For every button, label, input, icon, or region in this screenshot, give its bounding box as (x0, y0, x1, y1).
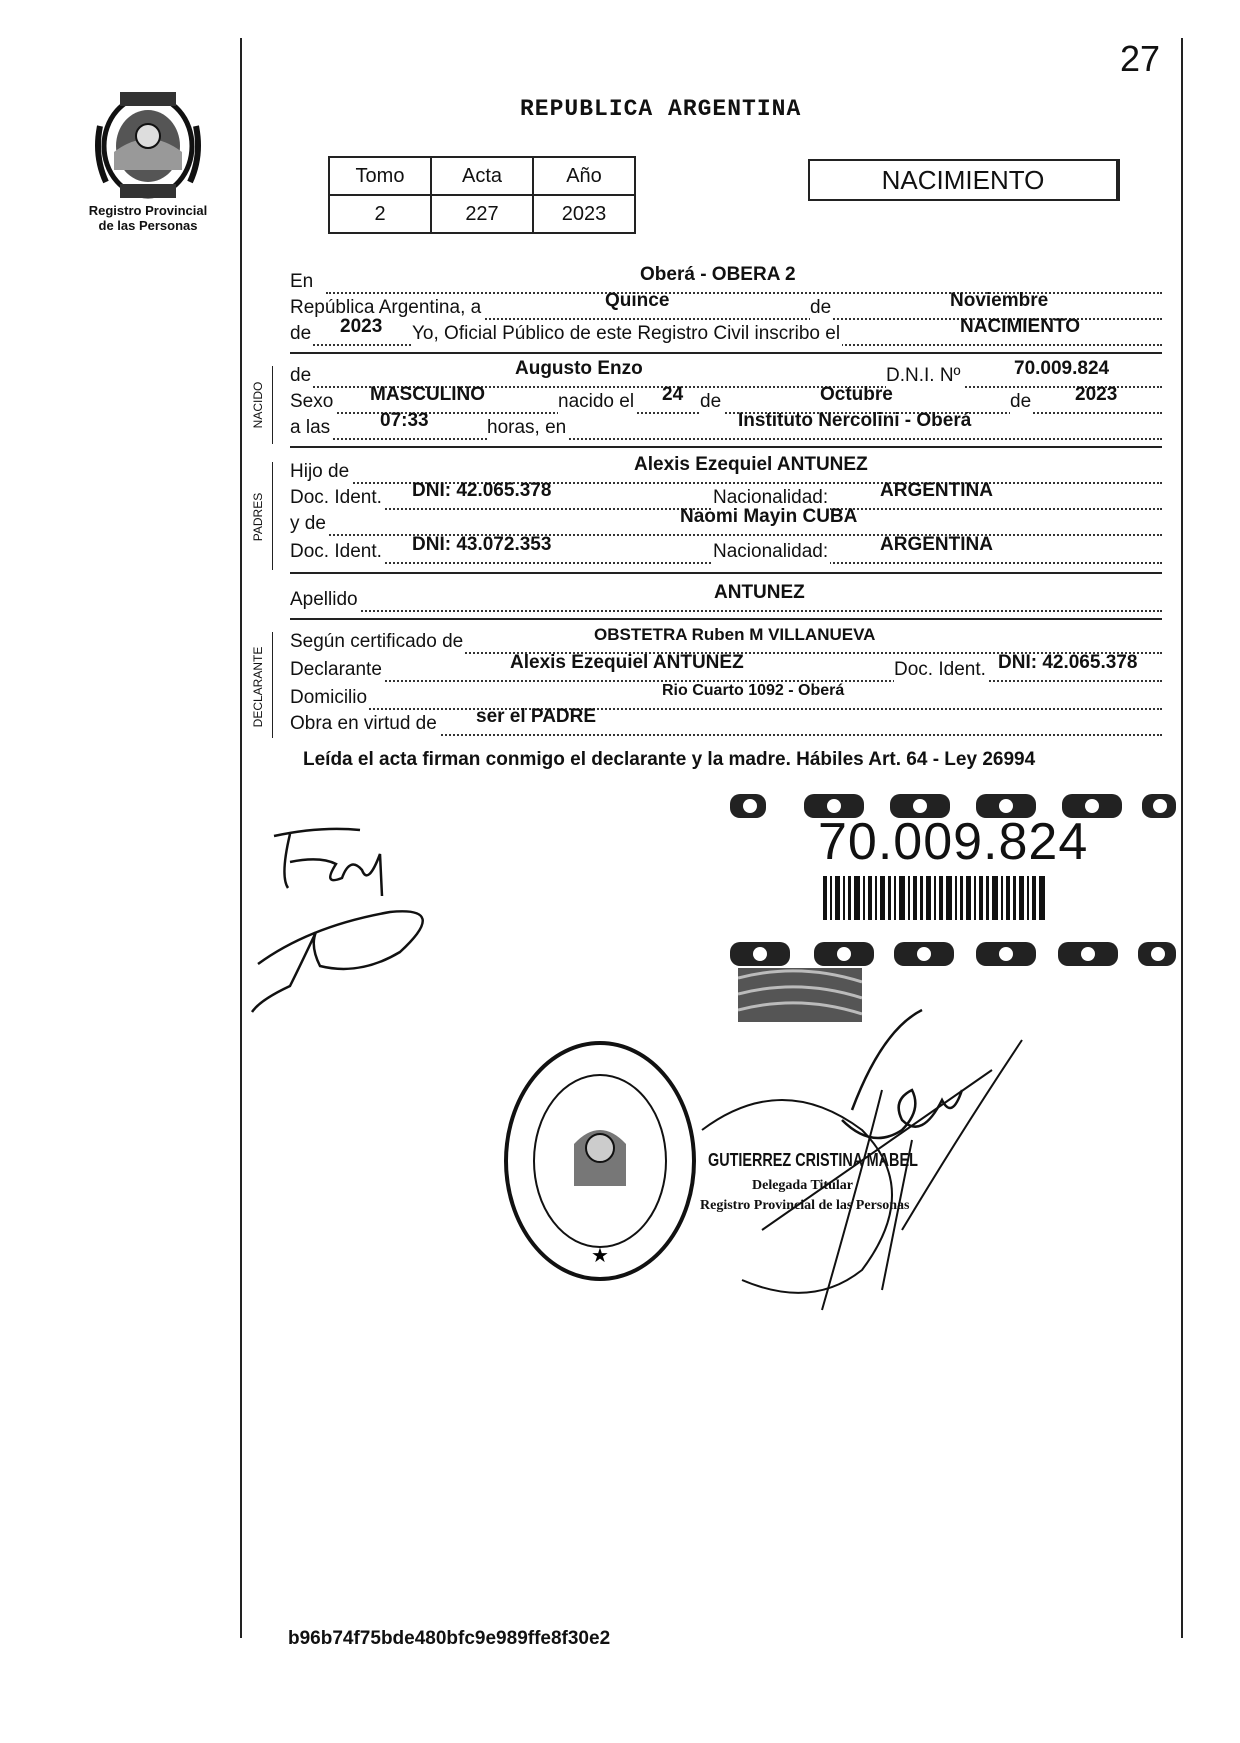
birth-month-value: Octubre (820, 384, 893, 405)
father-doc-value: DNI: 42.065.378 (412, 480, 552, 501)
declarante-label: Declarante (290, 657, 384, 683)
left-margin-line (240, 38, 242, 1638)
mother-name-value: Naomi Mayin CUBA (680, 506, 858, 527)
row-mother-doc (290, 534, 1162, 566)
mother-doc-label: Doc. Ident. (290, 539, 384, 565)
birth-year-value: 2023 (1075, 384, 1118, 405)
event-value: NACIMIENTO (960, 316, 1080, 337)
year-prefix-label: de (290, 321, 313, 347)
apellido-value: ANTUNEZ (714, 582, 805, 603)
alas-label: a las (290, 415, 332, 441)
page-number: 27 (1120, 38, 1161, 79)
row-year (290, 316, 1162, 348)
nacido-el-label: nacido el (558, 389, 636, 415)
register-header-ano: Año (533, 157, 635, 195)
padres-bracket (272, 462, 273, 570)
register-ano: 2023 (533, 195, 635, 233)
certificado-value: OBSTETRA Ruben M VILLANUEVA (594, 625, 876, 644)
separator-intro (290, 352, 1162, 354)
mother-nationality-value: ARGENTINA (880, 534, 993, 555)
legal-text: Leída el acta firman conmigo el declarante y la madre. Hábiles Art. 64 - Ley 26994 (303, 749, 1036, 770)
mother-doc-value: DNI: 43.072.353 (412, 534, 552, 555)
birth-de-label2: de (1010, 389, 1033, 415)
en-label: En (290, 269, 315, 295)
row-surname (290, 582, 1162, 614)
logo-caption-line1: Registro Provincial (88, 203, 208, 218)
register-tomo: 2 (329, 195, 431, 233)
register-header-row (329, 157, 635, 195)
side-label-nacido: NACIDO (251, 381, 265, 429)
mother-nationality-label: Nacionalidad: (713, 539, 830, 565)
father-nationality-value: ARGENTINA (880, 480, 993, 501)
official-name: GUTIERREZ CRISTINA MABEL (708, 1150, 918, 1170)
register-table (328, 156, 636, 234)
row-address (290, 682, 1162, 712)
separator-apellido (290, 618, 1162, 620)
dni-label: D.N.I. Nº (886, 363, 963, 389)
domicilio-value: Rio Cuarto 1092 - Oberá (662, 682, 845, 699)
y-de-label: y de (290, 511, 328, 537)
father-doc-label: Doc. Ident. (290, 485, 384, 511)
place-value: Oberá - OBERA 2 (640, 264, 796, 285)
declarante-doc-label: Doc. Ident. (894, 657, 988, 683)
register-acta: 227 (431, 195, 533, 233)
official-seal (500, 1036, 700, 1286)
security-pattern-bottom (730, 938, 1176, 968)
birth-de-label: de (700, 389, 723, 415)
horas-label: horas, en (487, 415, 568, 441)
side-label-declarante: DECLARANTE (251, 646, 265, 728)
statement-label: Yo, Oficial Público de este Registro Civil inscribo el (412, 321, 842, 347)
hijo-de-label: Hijo de (290, 459, 351, 485)
side-label-padres: PADRES (251, 492, 265, 542)
nacido-bracket (272, 366, 273, 444)
separator-padres (290, 572, 1162, 574)
father-nationality-label: Nacionalidad: (713, 485, 830, 511)
right-margin-line (1181, 38, 1183, 1638)
sexo-label: Sexo (290, 389, 335, 415)
apellido-label: Apellido (290, 587, 360, 613)
document-hash: b96b74f75bde480bfc9e989ffe8f30e2 (288, 1628, 611, 1649)
separator-nacido (290, 446, 1162, 448)
declarante-doc-value: DNI: 42.065.378 (998, 652, 1138, 673)
year-value: 2023 (340, 316, 383, 337)
child-de-label: de (290, 363, 313, 389)
birth-place-value: Instituto Nercolini - Oberá (738, 410, 972, 431)
register-header-tomo: Tomo (329, 157, 431, 195)
birth-time-value: 07:33 (380, 410, 429, 431)
de-label: de (810, 295, 833, 321)
month-value: Noviembre (950, 290, 1049, 311)
logo-caption (78, 203, 218, 233)
child-dni-value: 70.009.824 (1014, 358, 1110, 379)
stamped-number: 70.009.824 (818, 813, 1089, 871)
domicilio-label: Domicilio (290, 685, 369, 711)
logo-caption-line2: de las Personas (98, 218, 198, 233)
sexo-value: MASCULINO (370, 384, 486, 405)
row-time-place (290, 410, 1162, 442)
declarante-name-value: Alexis Ezequiel ANTUNEZ (510, 652, 744, 673)
register-header-acta: Acta (431, 157, 533, 195)
signature-declarant (250, 816, 440, 1016)
declarante-bracket (272, 632, 273, 738)
certificado-label: Según certificado de (290, 629, 465, 655)
barcode (823, 876, 1049, 920)
republica-label: República Argentina, a (290, 295, 483, 321)
register-value-row (329, 195, 635, 233)
document-title: REPUBLICA ARGENTINA (520, 96, 802, 122)
child-name-value: Augusto Enzo (515, 358, 643, 379)
day-value: Quince (605, 290, 670, 311)
official-office: Registro Provincial de las Personas (700, 1198, 910, 1213)
father-name-value: Alexis Ezequiel ANTUNEZ (634, 454, 868, 475)
province-crest-logo (92, 86, 204, 204)
svg-text:★: ★ (591, 1243, 609, 1267)
obra-label: Obra en virtud de (290, 711, 439, 737)
obra-value: ser el PADRE (476, 706, 597, 727)
official-role: Delegada Titular (752, 1178, 853, 1193)
record-type-box: NACIMIENTO (808, 159, 1120, 201)
row-by-virtue (290, 706, 1162, 738)
birth-day-value: 24 (662, 384, 684, 405)
